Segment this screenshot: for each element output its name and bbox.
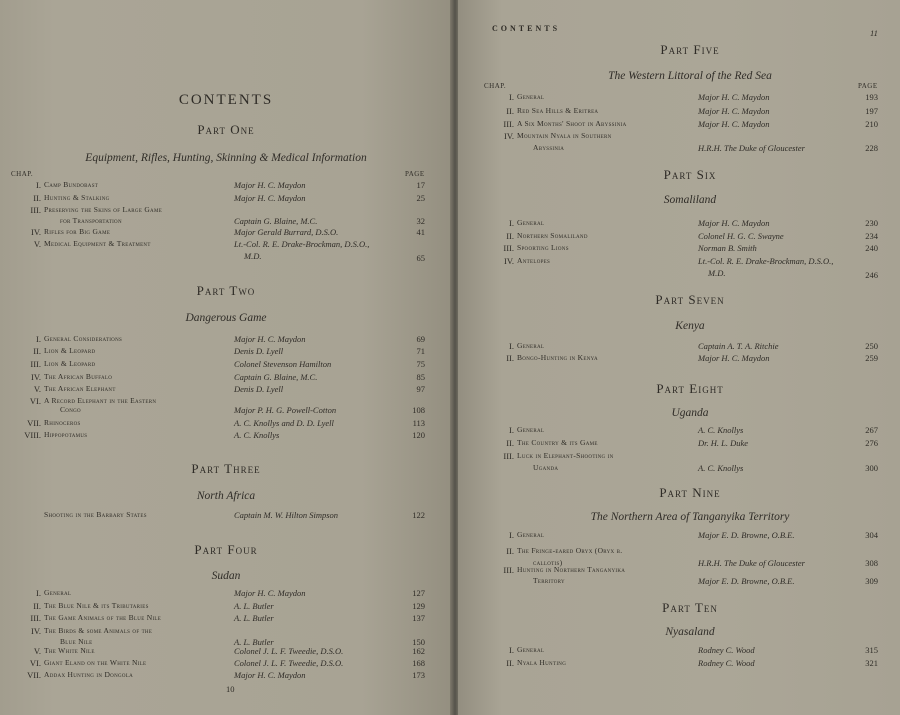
chapter-author: Captain M. W. Hilton Simpson (234, 510, 339, 520)
chapter-author: A. L. Butler (234, 637, 274, 647)
chapter-page-number: 25 (416, 193, 425, 203)
part-subtitle: The Northern Area of Tanganyika Territory (590, 511, 790, 523)
page-folio: 10 (226, 684, 235, 694)
chapter-page-number: 162 (412, 646, 425, 656)
chapter-number: III. (30, 205, 41, 215)
chapter-number: II. (506, 231, 514, 241)
chapter-title: Giant Eland on the White Nile (44, 658, 147, 667)
chapter-page-number: 250 (865, 341, 878, 351)
chapter-author: Colonel H. G. C. Swayne (698, 231, 784, 241)
part-subtitle: Somaliland (663, 194, 717, 206)
part-heading: Part Nine (659, 485, 721, 500)
part-subtitle: Sudan (211, 570, 241, 582)
chapter-title: General (517, 425, 545, 434)
chapter-author-continued: M.D. (708, 268, 726, 278)
chapter-title: Hippopotamus (44, 430, 88, 439)
page-folio: 11 (870, 28, 878, 38)
chapter-number: III. (503, 565, 514, 575)
chapter-page-number: 17 (416, 180, 425, 190)
chapter-author: Colonel J. L. F. Tweedie, D.S.O. (234, 646, 344, 656)
chapter-number: VIII. (24, 430, 41, 440)
chapter-number: IV. (504, 131, 514, 141)
chapter-title: General (517, 530, 545, 539)
part-subtitle: Equipment, Rifles, Hunting, Skinning & Medical Information (85, 152, 367, 164)
chapter-author: A. C. Knollys (234, 430, 280, 440)
chapter-page-number: 246 (865, 270, 878, 280)
chapter-author: A. L. Butler (234, 601, 274, 611)
part-heading: Part Four (194, 542, 258, 557)
part-heading: Part Six (663, 167, 717, 182)
chapter-number: I. (36, 180, 41, 190)
chapter-title: Red Sea Hills & Eritrea (517, 106, 599, 115)
chapter-number: IV. (31, 626, 41, 636)
chapter-page-number: 65 (416, 253, 425, 263)
part-heading: Part Eight (656, 381, 724, 396)
chapter-number: III. (30, 613, 41, 623)
chapter-title: Rifles for Big Game (44, 227, 111, 236)
chapter-title: Mountain Nyala in Southern (517, 131, 612, 140)
chapter-number: IV. (31, 227, 41, 237)
chapter-author-continued: M.D. (244, 251, 262, 261)
chapter-title: Antelopes (517, 256, 551, 265)
chapter-author: Major H. C. Maydon (234, 670, 306, 680)
part-heading: Part Seven (655, 292, 725, 307)
chapter-page-number: 309 (865, 576, 878, 586)
part-subtitle: North Africa (196, 490, 256, 502)
chapter-author: Norman B. Smith (698, 243, 757, 253)
chapter-author: Lt.-Col. R. E. Drake-Brockman, D.S.O., (698, 256, 834, 266)
chap-label: CHAP. (484, 82, 507, 90)
chapter-page-number: 193 (865, 92, 878, 102)
chapter-page-number: 308 (865, 558, 878, 568)
chapter-author: Dr. H. L. Duke (698, 438, 749, 448)
chap-label: CHAP. (11, 170, 34, 178)
part-subtitle: Nyasaland (665, 626, 715, 638)
chapter-title: Bongo-Hunting in Kenya (517, 353, 598, 362)
chapter-page-number: 71 (416, 346, 425, 356)
part-heading: Part Ten (662, 600, 718, 615)
chapter-number: III. (503, 119, 514, 129)
chapter-number: II. (506, 106, 514, 116)
chapter-page-number: 230 (865, 218, 878, 228)
chapter-author: Major H. C. Maydon (234, 180, 306, 190)
chapter-title: Northern Somaliland (517, 231, 588, 240)
chapter-page-number: 173 (412, 670, 425, 680)
chapter-title: Preserving the Skins of Large Game (44, 205, 163, 214)
chapter-page-number: 304 (865, 530, 878, 540)
chapter-number: I. (509, 530, 514, 540)
chapter-number: VII. (27, 670, 41, 680)
chapter-page-number: 137 (412, 613, 425, 623)
chapter-page-number: 32 (416, 216, 425, 226)
chapter-number: I. (509, 341, 514, 351)
chapter-title: The Country & its Game (517, 438, 598, 447)
chapter-title: The African Elephant (44, 384, 116, 393)
chapter-page-number: 197 (865, 106, 878, 116)
chapter-page-number: 97 (416, 384, 425, 394)
chapter-page-number: 267 (865, 425, 878, 435)
chapter-number: I. (36, 588, 41, 598)
chapter-title-continued: Congo (60, 405, 81, 414)
chapter-author: Major Gerald Burrard, D.S.O. (234, 227, 339, 237)
chapter-author: Major H. C. Maydon (234, 334, 306, 344)
chapter-number: I. (509, 425, 514, 435)
part-heading: Part Five (660, 42, 720, 57)
page-column-label: PAGE (858, 82, 878, 90)
part-heading: Part Two (196, 283, 256, 298)
chapter-author: Rodney C. Wood (698, 645, 755, 655)
chapter-author: Major H. C. Maydon (234, 588, 306, 598)
chapter-title: Camp Bundobast (44, 180, 99, 189)
part-subtitle: Uganda (671, 407, 709, 419)
chapter-page-number: 108 (412, 405, 425, 415)
chapter-title: General (517, 645, 545, 654)
chapter-page-number: 276 (865, 438, 878, 448)
chapter-page-number: 300 (865, 463, 878, 473)
chapter-title: Shooting in the Barbary States (44, 510, 147, 519)
chapter-page-number: 122 (412, 510, 425, 520)
chapter-title: Medical Equipment & Treatment (44, 239, 151, 248)
chapter-title-continued: callotis) (533, 558, 563, 567)
chapter-number: VI. (29, 658, 41, 668)
chapter-page-number: 234 (865, 231, 878, 241)
chapter-title: Nyala Hunting (517, 658, 567, 667)
chapter-author: Major H. C. Maydon (234, 193, 306, 203)
chapter-author: A. C. Knollys (698, 425, 744, 435)
chapter-title: Luck in Elephant-Shooting in (517, 451, 614, 460)
chapter-page-number: 41 (416, 227, 425, 237)
chapter-author: Denis D. Lyell (234, 384, 284, 394)
chapter-number: I. (509, 218, 514, 228)
chapter-number: VI. (29, 396, 41, 406)
chapter-title: The Blue Nile & its Tributaries (44, 601, 149, 610)
chapter-author: H.R.H. The Duke of Gloucester (698, 143, 805, 153)
chapter-number: II. (506, 353, 514, 363)
chapter-page-number: 315 (865, 645, 878, 655)
chapter-page-number: 85 (416, 372, 425, 382)
chapter-author: Colonel J. L. F. Tweedie, D.S.O. (234, 658, 344, 668)
contents-heading: CONTENTS (178, 92, 274, 108)
chapter-title: General (517, 92, 545, 101)
chapter-number: I. (509, 92, 514, 102)
chapter-number: V. (33, 239, 41, 249)
chapter-title: Hunting & Stalking (44, 193, 110, 202)
chapter-number: IV. (504, 256, 514, 266)
chapter-title: General (517, 341, 545, 350)
chapter-author: Captain A. T. A. Ritchie (698, 341, 779, 351)
chapter-number: I. (509, 645, 514, 655)
chapter-number: I. (36, 334, 41, 344)
chapter-title: A Record Elephant in the Eastern (44, 396, 157, 405)
chapter-title: General Considerations (44, 334, 123, 343)
chapter-author: Colonel Stevenson Hamilton (234, 359, 332, 369)
running-head: CONTENTS (492, 24, 561, 33)
chapter-number: II. (33, 346, 41, 356)
chapter-title: Hunting in Northern Tanganyika (517, 565, 626, 574)
chapter-title: Rhinoceros (44, 418, 81, 427)
chapter-title-continued: for Transportation (60, 216, 122, 225)
chapter-page-number: 113 (412, 418, 425, 428)
chapter-title-continued: Uganda (533, 463, 559, 472)
chapter-author: A. L. Butler (234, 613, 274, 623)
chapter-author: Major H. C. Maydon (698, 106, 770, 116)
chapter-author: Major H. C. Maydon (698, 119, 770, 129)
chapter-title: The Fringe-eared Oryx (Oryx b. (517, 546, 623, 555)
chapter-title-continued: Blue Nile (60, 637, 93, 646)
chapter-title-continued: Territory (533, 576, 565, 585)
chapter-title: Spoorting Lions (517, 243, 569, 252)
chapter-number: VII. (27, 418, 41, 428)
chapter-author: Major P. H. G. Powell-Cotton (234, 405, 337, 415)
chapter-number: V. (33, 384, 41, 394)
chapter-author: H.R.H. The Duke of Gloucester (698, 558, 805, 568)
chapter-title: Addax Hunting in Dongola (44, 670, 134, 679)
right-page (458, 0, 900, 715)
chapter-title: The Birds & some Animals of the (44, 626, 153, 635)
chapter-page-number: 321 (865, 658, 878, 668)
chapter-author: Major E. D. Browne, O.B.E. (698, 576, 795, 586)
chapter-author: Captain G. Blaine, M.C. (234, 372, 318, 382)
chapter-author: Lt.-Col. R. E. Drake-Brockman, D.S.O., (234, 239, 370, 249)
chapter-number: II. (33, 193, 41, 203)
chapter-page-number: 259 (865, 353, 878, 363)
chapter-author: Denis D. Lyell (234, 346, 284, 356)
part-subtitle: Dangerous Game (185, 312, 267, 324)
chapter-page-number: 127 (412, 588, 425, 598)
chapter-title: The Game Animals of the Blue Nile (44, 613, 162, 622)
chapter-number: II. (506, 546, 514, 556)
chapter-number: II. (33, 601, 41, 611)
chapter-page-number: 210 (865, 119, 878, 129)
chapter-page-number: 129 (412, 601, 425, 611)
chapter-author: Captain G. Blaine, M.C. (234, 216, 318, 226)
chapter-page-number: 168 (412, 658, 425, 668)
page-column-label: PAGE (405, 170, 425, 178)
chapter-author: Major H. C. Maydon (698, 92, 770, 102)
chapter-number: V. (33, 646, 41, 656)
chapter-author: A. C. Knollys (698, 463, 744, 473)
chapter-number: II. (506, 438, 514, 448)
chapter-page-number: 240 (865, 243, 878, 253)
chapter-title: A Six Months' Shoot in Abyssinia (517, 119, 627, 128)
chapter-page-number: 69 (416, 334, 425, 344)
chapter-title: The White Nile (44, 646, 95, 655)
part-subtitle: The Western Littoral of the Red Sea (608, 70, 772, 82)
part-heading: Part One (197, 122, 255, 137)
chapter-page-number: 75 (416, 359, 425, 369)
chapter-author: Major H. C. Maydon (698, 218, 770, 228)
chapter-title: General (517, 218, 545, 227)
chapter-number: II. (506, 658, 514, 668)
chapter-title: General (44, 588, 72, 597)
chapter-author: Rodney C. Wood (698, 658, 755, 668)
chapter-author: Major H. C. Maydon (698, 353, 770, 363)
chapter-page-number: 228 (865, 143, 878, 153)
chapter-title: Lion & Leopard (44, 346, 96, 355)
chapter-number: III. (503, 451, 514, 461)
part-heading: Part Three (191, 461, 261, 476)
chapter-title: Lion & Leopard (44, 359, 96, 368)
chapter-number: IV. (31, 372, 41, 382)
chapter-author: Major E. D. Browne, O.B.E. (698, 530, 795, 540)
chapter-number: III. (503, 243, 514, 253)
part-subtitle: Kenya (675, 320, 705, 332)
chapter-page-number: 120 (412, 430, 425, 440)
chapter-page-number: 150 (412, 637, 425, 647)
chapter-number: III. (30, 359, 41, 369)
chapter-title: The African Buffalo (44, 372, 113, 381)
chapter-author: A. C. Knollys and D. D. Lyell (234, 418, 334, 428)
chapter-title-continued: Abyssinia (533, 143, 565, 152)
